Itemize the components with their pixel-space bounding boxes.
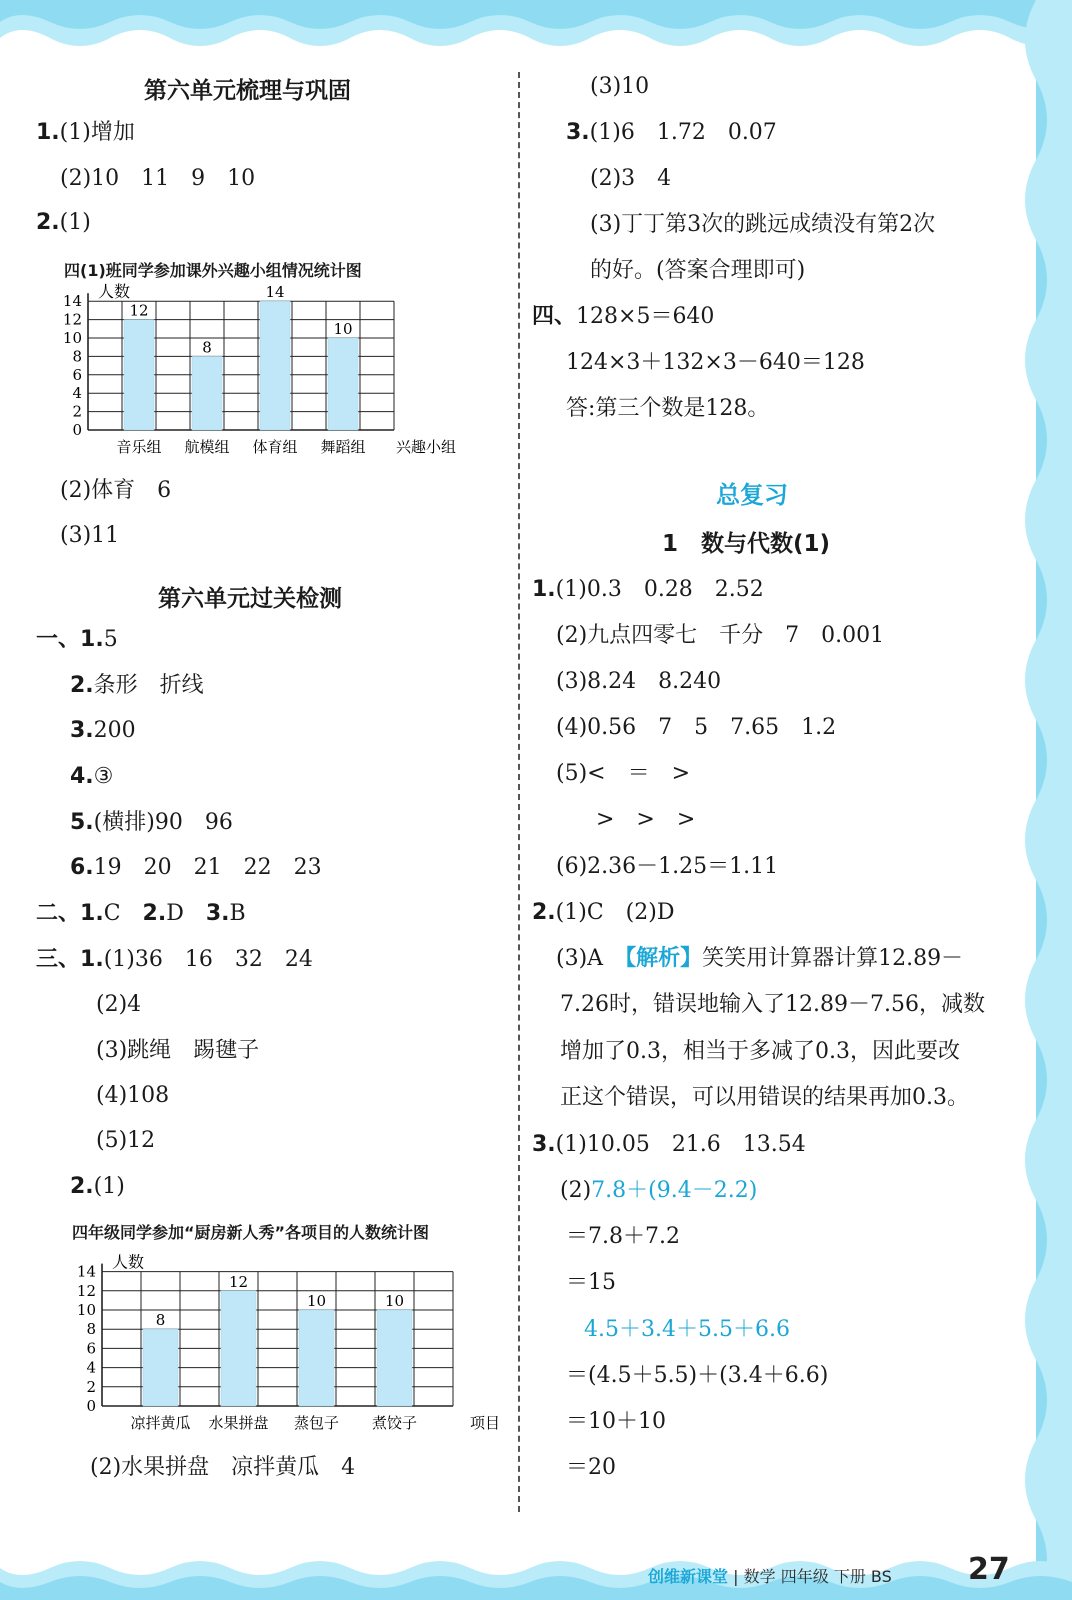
y-tick-label: 6	[86, 1339, 96, 1358]
y-tick-label: 12	[76, 1281, 96, 1300]
answer-text: 条形 折线	[93, 673, 204, 698]
data-label: 10	[333, 320, 353, 338]
answer-line	[532, 898, 674, 928]
footer-edition: BS	[870, 1567, 892, 1586]
item-number: 2.	[70, 1174, 94, 1199]
answer-text: (1)C (2)D	[555, 900, 675, 925]
item-number: 1.	[80, 627, 104, 652]
y-tick-label: 8	[86, 1320, 96, 1339]
data-label: 10	[306, 1292, 327, 1310]
answer-line: > > >	[596, 807, 696, 832]
section-prefix: 三、	[36, 947, 81, 972]
answer-text: C	[103, 901, 121, 926]
answer-line	[70, 1172, 125, 1202]
y-tick-label: 4	[86, 1358, 96, 1377]
answer-line: (4)0.56 7 5 7.65 1.2	[556, 715, 837, 740]
answer-line	[36, 118, 135, 148]
section-prefix: 四、	[532, 304, 577, 329]
answer-line	[70, 853, 322, 883]
section-title-review: 第六单元梳理与巩固	[144, 78, 351, 104]
answer-line: (5)12	[96, 1128, 156, 1153]
bar	[299, 1310, 334, 1406]
answer-text: (横排)90 96	[93, 810, 233, 835]
item-number: 3.	[532, 1132, 556, 1157]
answer-line	[560, 1176, 757, 1206]
bar	[192, 356, 222, 430]
y-tick-label: 14	[62, 292, 82, 311]
answer-line: (2)3 4	[590, 166, 672, 191]
subsection-title: 1 数与代数(1)	[662, 531, 831, 557]
item-number: 1.	[80, 947, 104, 972]
answer-line: (6)2.36－1.25＝1.11	[556, 854, 779, 879]
answer-line: ＝7.8＋7.2	[566, 1224, 680, 1249]
data-label: 12	[228, 1272, 249, 1291]
answer-line: (2)4	[96, 992, 142, 1017]
answer-line	[36, 945, 313, 975]
answer-text: 128×5＝640	[576, 304, 715, 329]
bottom-wave-border	[0, 1548, 1072, 1600]
x-axis-label: 兴趣小组	[395, 438, 457, 456]
answer-line	[532, 1130, 806, 1160]
y-tick-label: 10	[76, 1301, 96, 1319]
expression-highlight: 4.5＋3.4＋5.5＋6.6	[584, 1317, 790, 1342]
answer-text: (3)A	[556, 946, 626, 971]
data-label: 12	[129, 301, 149, 320]
bar-chart-kitchen-show	[62, 1240, 501, 1450]
answer-line: ＝10＋10	[566, 1409, 666, 1434]
answer-line: (3)丁丁第3次的跳远成绩没有第2次	[590, 212, 936, 237]
item-number: 3.	[566, 120, 590, 145]
answer-line	[36, 899, 246, 929]
answer-line	[70, 762, 113, 792]
answer-text: 笑笑用计算器计算12.89－	[702, 946, 964, 971]
section-prefix: 二、	[36, 901, 81, 926]
answer-text: (1)	[93, 1174, 125, 1199]
bar-chart-interest-groups	[54, 280, 484, 460]
footer-subject: 数学	[743, 1567, 776, 1586]
footer-grade: 四年级	[780, 1567, 829, 1586]
answer-text: (1)36 16 32 24	[103, 947, 313, 972]
answer-line: 答:第三个数是128。	[566, 396, 770, 421]
x-tick-label: 凉拌黄瓜	[130, 1414, 191, 1432]
answer-line: ＝15	[566, 1270, 616, 1295]
item-number: 1.	[532, 577, 556, 602]
y-tick-label: 4	[72, 384, 82, 403]
x-tick-label: 煮饺子	[371, 1414, 418, 1432]
answer-text: (1)	[59, 210, 91, 235]
item-number: 6.	[70, 855, 94, 880]
x-tick-label: 体育组	[252, 438, 298, 456]
answer-text: 5	[103, 627, 118, 652]
answer-line: ＝(4.5＋5.5)＋(3.4＋6.6)	[566, 1363, 829, 1388]
item-number: 2.	[36, 210, 60, 235]
item-number: 1.	[80, 901, 104, 926]
item-number: 5.	[70, 810, 94, 835]
y-tick-label: 0	[86, 1397, 96, 1415]
footer-brand: 创维新课堂	[648, 1567, 729, 1586]
footer	[648, 1564, 892, 1587]
y-tick-label: 14	[76, 1262, 96, 1281]
answer-line	[70, 808, 233, 838]
x-tick-label: 航模组	[184, 438, 230, 456]
answer-line: ＝20	[566, 1455, 616, 1480]
data-label: 8	[202, 338, 212, 357]
item-number: 1.	[36, 120, 60, 145]
item-number: 3.	[205, 901, 230, 926]
answer-text: D	[166, 901, 184, 926]
answer-text: (1)增加	[59, 120, 135, 145]
y-tick-label: 12	[62, 310, 82, 329]
right-wave-border	[1006, 0, 1072, 1600]
answer-line: 124×3＋132×3－640＝128	[566, 350, 865, 375]
x-tick-label: 水果拼盘	[208, 1414, 269, 1432]
answer-line: 7.26时，错误地输入了12.89－7.56，减数	[560, 992, 985, 1017]
answer-text: 19 20 21 22 23	[93, 855, 322, 880]
answer-line	[556, 944, 963, 974]
section-prefix: 一、	[36, 627, 81, 652]
answer-text: ③	[93, 764, 114, 789]
answer-line	[36, 625, 118, 655]
answer-line	[566, 118, 777, 148]
answer-text: (2)	[560, 1178, 592, 1203]
footer-volume: 下册	[833, 1567, 866, 1586]
answer-line: (3)跳绳 踢毽子	[96, 1038, 260, 1063]
answer-line: (2)水果拼盘 凉拌黄瓜 4	[90, 1455, 356, 1480]
answer-line: (2)体育 6	[60, 478, 172, 503]
answer-line: (5)< ＝ >	[556, 761, 691, 786]
chart-title: 四年级同学参加“厨房新人秀”各项目的人数统计图	[72, 1223, 430, 1242]
bar	[328, 338, 358, 430]
answer-text: (1)6 1.72 0.07	[589, 120, 777, 145]
answer-line	[532, 302, 714, 332]
chart-title: 四(1)班同学参加课外兴趣小组情况统计图	[64, 261, 362, 280]
answer-line	[70, 671, 204, 701]
footer-separator: |	[733, 1567, 739, 1586]
item-number: 2.	[142, 901, 167, 926]
answer-line: 正这个错误，可以用错误的结果再加0.3。	[560, 1085, 969, 1110]
item-number: 2.	[532, 900, 556, 925]
answer-line	[532, 575, 764, 605]
y-tick-label: 0	[72, 421, 82, 439]
y-tick-label: 2	[86, 1377, 96, 1396]
bar	[221, 1291, 256, 1406]
x-tick-label: 蒸包子	[293, 1414, 340, 1432]
answer-text: B	[229, 901, 246, 926]
section-title-test: 第六单元过关检测	[158, 586, 342, 612]
answer-line: (3)11	[60, 523, 120, 548]
bar	[260, 301, 290, 430]
top-wave-border	[0, 0, 1072, 70]
bar	[377, 1310, 412, 1406]
analysis-tag: 【解析】	[625, 946, 703, 971]
answer-text: (1)10.05 21.6 13.54	[555, 1132, 806, 1157]
item-number: 4.	[70, 764, 94, 789]
answer-line: (2)九点四零七 千分 7 0.001	[556, 623, 885, 648]
answer-line: (2)10 11 9 10	[60, 166, 256, 191]
answer-text: (1)0.3 0.28 2.52	[555, 577, 764, 602]
section-title-general-review: 总复习	[716, 481, 788, 509]
answer-line: (3)10	[590, 74, 650, 99]
data-label: 14	[265, 283, 285, 302]
y-tick-label: 8	[72, 347, 82, 366]
y-tick-label: 2	[72, 402, 82, 421]
y-axis-label: 人数	[112, 1252, 145, 1272]
y-tick-label: 6	[72, 365, 82, 384]
y-tick-label: 10	[62, 329, 82, 347]
answer-line	[36, 208, 91, 238]
bar	[124, 320, 154, 430]
x-axis-label: 项目	[469, 1414, 501, 1432]
x-tick-label: 音乐组	[116, 438, 162, 456]
data-label: 8	[155, 1311, 166, 1330]
page-number: 27	[968, 1552, 1010, 1587]
answer-line: (4)108	[96, 1083, 170, 1108]
answer-line: (3)8.24 8.240	[556, 669, 722, 694]
answer-line	[70, 716, 136, 746]
item-number: 2.	[70, 673, 94, 698]
column-divider	[518, 72, 520, 1512]
answer-line: 增加了0.3，相当于多减了0.3，因此要改	[560, 1039, 960, 1064]
answer-text: 200	[93, 718, 136, 743]
x-tick-label: 舞蹈组	[320, 438, 366, 456]
answer-line: 的好。(答案合理即可)	[590, 258, 806, 283]
item-number: 3.	[70, 718, 94, 743]
y-axis-label: 人数	[98, 282, 131, 302]
data-label: 10	[384, 1292, 405, 1310]
expression-highlight: 7.8＋(9.4－2.2)	[591, 1178, 758, 1203]
bar	[143, 1329, 178, 1406]
